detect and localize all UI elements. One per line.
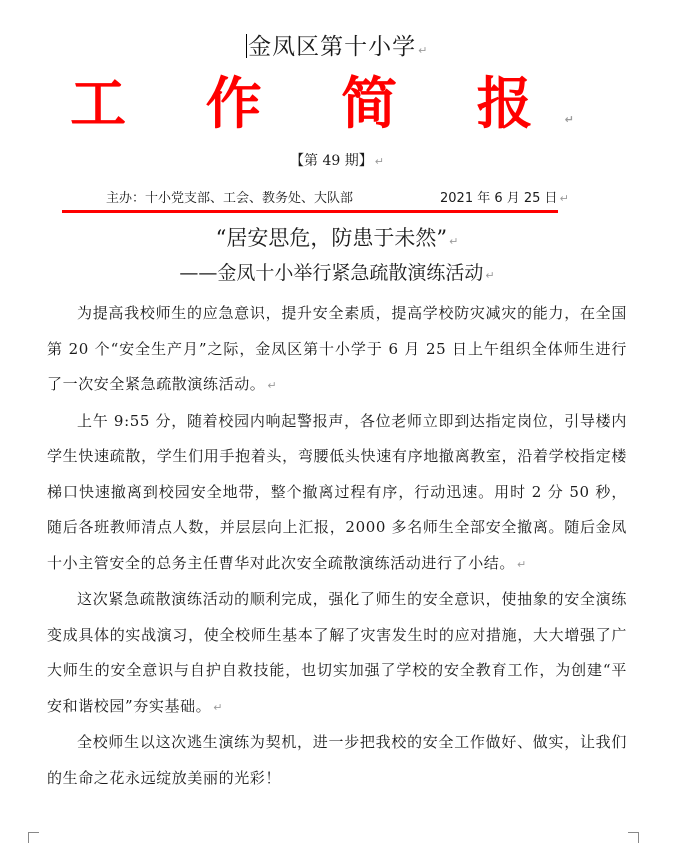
page-corner-mark-left <box>28 832 39 843</box>
red-divider-line <box>62 210 558 213</box>
page-corner-mark-right <box>628 832 639 843</box>
paragraph-mark-icon: ↵ <box>485 269 495 282</box>
article-headline: “居安思危，防患于未然” <box>215 226 448 250</box>
article-paragraph: 上午 9:55 分，随着校园内响起警报声，各位老师立即到达指定岗位，引导楼内学生快速疏散，学生们用手抱着头，弯腰低头快速有序地撤离教室，沿着学校指定楼梯口快速撤离到校园安全地带，整个撤离过程有序，行动迅速。用时 2 分 50 秒，随后各班教师清点人数，并层层向上汇报，2000 多名师生全部安全撤离。随后金凤十小主管安全的总务主任曹华对此次安全疏散演练活动进行了小结。 ↵ <box>47 411 627 572</box>
report-title-line <box>0 72 674 152</box>
article-subheadline: ——金凤十小举行紧急疏散演练活动 <box>179 262 484 284</box>
paragraph-mark-icon: ↵ <box>517 557 527 571</box>
text-cursor <box>246 34 248 58</box>
paragraph-mark-icon: ↵ <box>213 700 224 714</box>
paragraph-mark-icon: ↵ <box>374 155 384 168</box>
issue-date: 2021 年 6 月 25 日 <box>440 191 558 206</box>
school-name: 金凤区第十小学 <box>248 34 417 60</box>
school-name-line <box>0 28 674 61</box>
paragraph-mark-icon: ↵ <box>449 235 459 248</box>
subheadline-line <box>0 258 674 285</box>
article-paragraph: 这次紧急疏散演练活动的顺利完成，强化了师生的安全意识，使抽象的安全演练变成具体的实战演习，使全校师生基本了解了灾害发生时的应对措施，大大增强了广大师生的安全意识与自护自救技能，也切实加强了学校的安全教育工作，为创建“平安和谐校园”夯实基础。 ↵ <box>47 590 627 715</box>
paragraph-mark-icon: ↵ <box>564 113 604 126</box>
article-paragraph: 全校师生以这次逃生演练为契机，进一步把我校的安全工作做好、做实，让我们的生命之花永远绽放美丽的光彩！ <box>47 733 627 787</box>
issue-number: 【第 49 期】 <box>290 153 373 169</box>
report-title: 工 作 简 报 <box>70 71 563 137</box>
issue-line <box>0 150 674 170</box>
paragraph-mark-icon: ↵ <box>559 192 569 205</box>
article-body <box>47 296 627 796</box>
paragraph-mark-icon: ↵ <box>267 379 278 392</box>
issue-date-line <box>440 187 569 206</box>
sponsor-text: 主办：十小党支部、工会、教务处、大队部 <box>106 191 354 206</box>
headline-line <box>0 222 674 252</box>
paragraph-mark-icon: ↵ <box>418 44 429 57</box>
article-paragraph: 为提高我校师生的应急意识，提升安全素质，提高学校防灾减灾的能力，在全国第 20 个“安全生产月”之际，金凤区第十小学于 6 月 25 日上午组织全体师生进行了一次安全紧急疏散演练活动。 ↵ <box>47 304 627 393</box>
